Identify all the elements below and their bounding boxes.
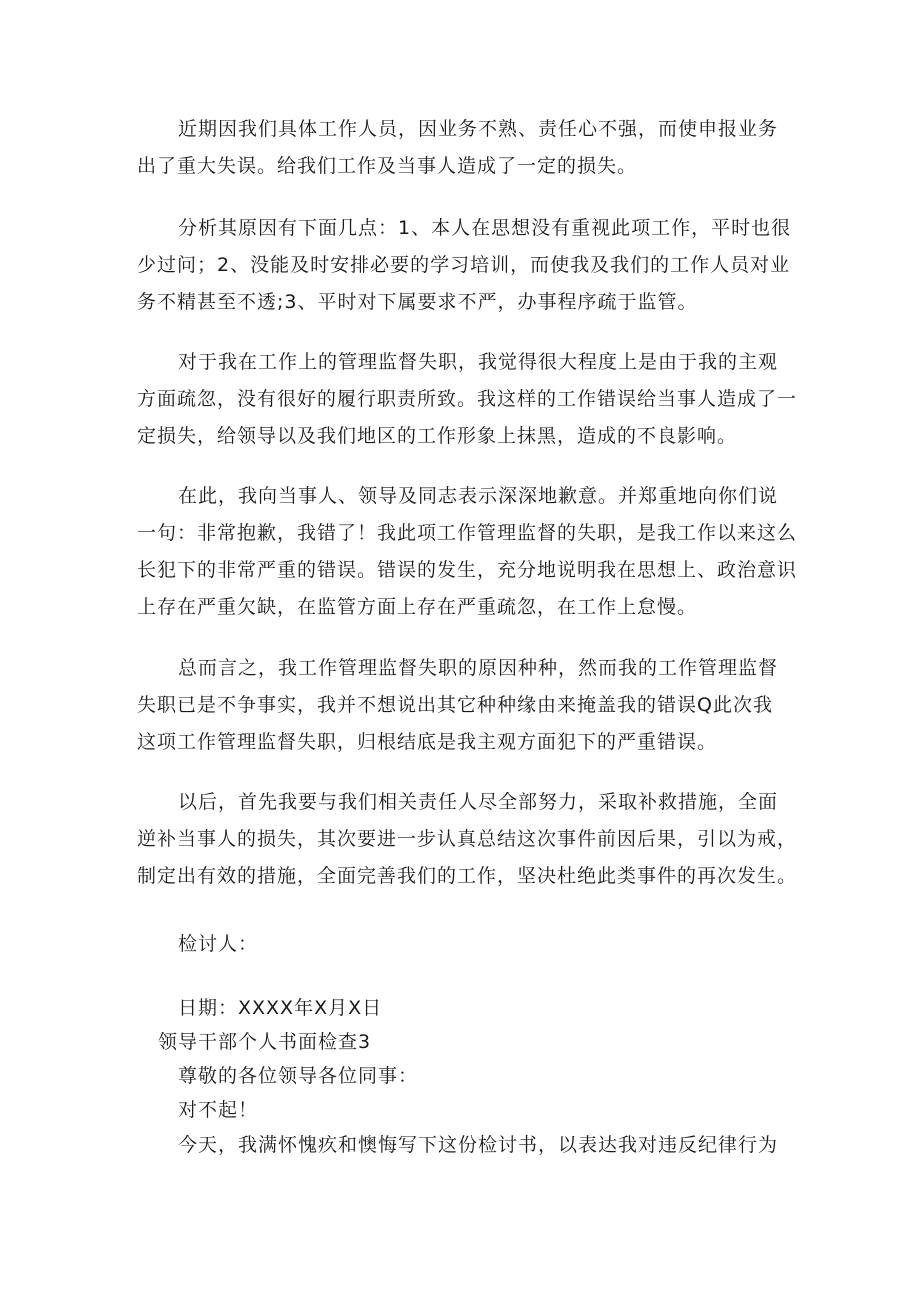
apology-line: 对不起！ [178, 1099, 259, 1121]
date-line: 日期：XXXX年X月X日 [178, 997, 383, 1019]
paragraph-3 [137, 344, 798, 455]
paragraph-line: 务不精甚至不透;3、平时对下属要求不严，办事程序疏于监管。 [137, 291, 698, 313]
paragraph-4 [137, 478, 798, 626]
paragraph-line: 出了重大失误。给我们工作及当事人造成了一定的损失。 [137, 155, 638, 177]
paragraph-1 [137, 111, 793, 185]
paragraph-line: 以后，首先我要与我们相关责任人尽全部努力，采取补救措施，全面 [178, 791, 779, 813]
salutation: 尊敬的各位领导各位同事： [178, 1065, 419, 1087]
section-title: 领导干部个人书面检查3 [158, 1031, 372, 1053]
paragraph-line: 逆补当事人的损失，其次要进一步认真总结这次事件前因后果，引以为戒， [137, 828, 798, 850]
paragraph-line: 一句：非常抱歉，我错了！我此项工作管理监督的失职，是我工作以来这么 [137, 522, 798, 544]
paragraph-line: 在此，我向当事人、领导及同志表示深深地歉意。并郑重地向你们说 [178, 485, 779, 507]
paragraph-line: 制定出有效的措施，全面完善我们的工作，坚决杜绝此类事件的再次发生。 [137, 865, 798, 887]
paragraph-line: 对于我在工作上的管理监督失职，我觉得很大程度上是由于我的主观 [178, 351, 779, 373]
paragraph-line: 这项工作管理监督失职，归根结底是我主观方面犯下的严重错误。 [137, 731, 718, 753]
paragraph-line: 总而言之，我工作管理监督失职的原因种种，然而我的工作管理监督 [178, 657, 779, 679]
paragraph-line: 少过问；2、没能及时安排必要的学习培训，而使我及我们的工作人员对业 [137, 254, 791, 276]
paragraph-line: 上存在严重欠缺，在监管方面上存在严重疏忽，在工作上怠慢。 [137, 596, 698, 618]
paragraph-6 [137, 784, 798, 895]
paragraph-line: 近期因我们具体工作人员，因业务不熟、责任心不强，而使申报业务 [178, 118, 779, 140]
paragraph-line: 定损失，给领导以及我们地区的工作形象上抹黑，造成的不良影响。 [137, 425, 738, 447]
opening-line: 今天，我满怀愧疚和懊悔写下这份检讨书，以表达我对违反纪律行为 [178, 1134, 779, 1156]
paragraph-line: 分析其原因有下面几点：1、本人在思想没有重视此项工作，平时也很 [178, 217, 792, 239]
paragraph-line: 长犯下的非常严重的错误。错误的发生，充分地说明我在思想上、政治意识 [137, 559, 798, 581]
paragraph-line: 方面疏忽，没有很好的履行职责所致。我这样的工作错误给当事人造成了一 [137, 388, 798, 410]
paragraph-5 [137, 650, 793, 761]
reviewer-label: 检讨人： [178, 933, 259, 955]
paragraph-line: 失职已是不争事实，我并不想说出其它种种缘由来掩盖我的错误Q此次我 [137, 694, 773, 716]
paragraph-2 [137, 210, 793, 321]
